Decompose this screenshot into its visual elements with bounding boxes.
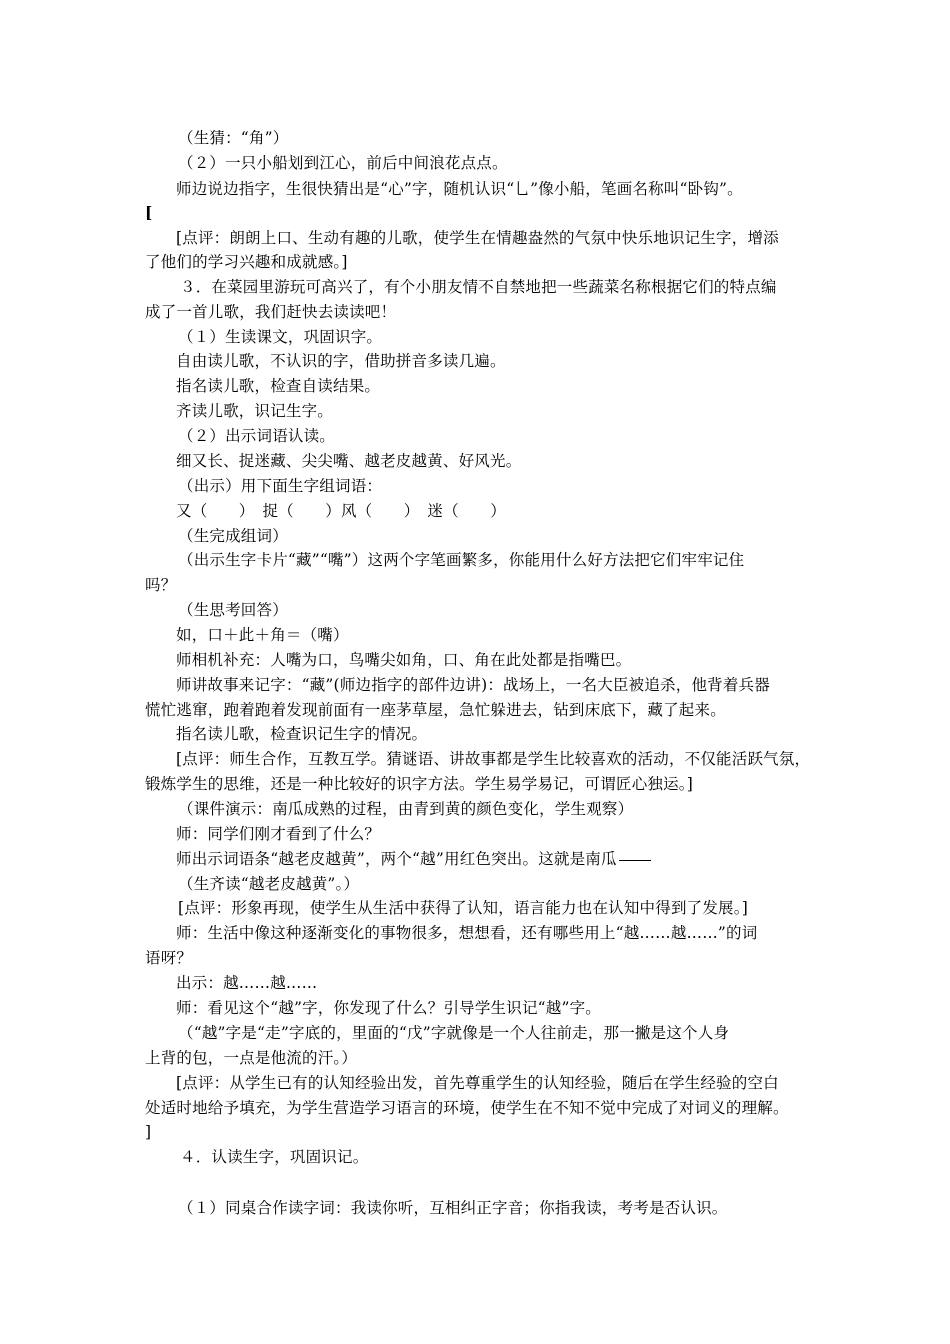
text-line: （课件演示：南瓜成熟的过程，由青到黄的颜色变化，学生观察）	[178, 800, 634, 818]
text-line: 师边说边指字，生很快猜出是“心”字，随机认识“乚”像小船，笔画名称叫“卧钩”。	[176, 180, 743, 198]
text-line: 自由读儿歌，不认识的字，借助拼音多读几遍。	[176, 352, 506, 370]
text-line: 了他们的学习兴趣和成就感。]	[145, 253, 348, 271]
text-line: （出示）用下面生字组词语：	[178, 477, 383, 495]
text-line: 指名读儿歌，检查自读结果。	[176, 377, 381, 395]
text-line: 齐读儿歌，识记生字。	[176, 402, 334, 420]
text-line: （生猜：“角”）	[178, 129, 289, 147]
text-line: ４．认读生字，巩固识记。	[180, 1148, 369, 1166]
text-line: ]	[145, 1123, 152, 1141]
text-line: 师讲故事来记字：“藏”(师边指字的部件边讲)：战场上，一名大臣被追杀，他背着兵器	[176, 676, 770, 694]
text-line: 师：看见这个“越”字，你发现了什么？引导学生识记“越”字。	[176, 999, 601, 1017]
text-line: 师：生活中像这种逐渐变化的事物很多，想想看，还有哪些用上“越……越……”的词	[176, 924, 758, 942]
text-line: 上背的包，一点是他流的汗。）	[145, 1049, 358, 1067]
em-dash-line	[619, 860, 651, 861]
text-line: （生思考回答）	[178, 601, 288, 619]
text-line: 处适时地给予填充，为学生营造学习语言的环境，使学生在不知不觉中完成了对词义的理解。	[145, 1099, 789, 1117]
text-line: 成了一首儿歌，我们赶快去读读吧！	[145, 303, 397, 321]
text-line: 出示：越……越……	[176, 974, 318, 992]
text-line: （２）出示词语认读。	[178, 427, 336, 445]
text-line: [点评：朗朗上口、生动有趣的儿歌，使学生在情趣盎然的气氛中快乐地识记生字，增添	[176, 229, 779, 247]
text-line: 师相机补充：人嘴为口，鸟嘴尖如角，口、角在此处都是指嘴巴。	[176, 651, 632, 669]
text-line: 吗？	[145, 576, 177, 594]
text-line: ３．在菜园里游玩可高兴了，有个小朋友情不自禁地把一些蔬菜名称根据它们的特点编	[180, 278, 777, 296]
text-line: （生完成组词）	[178, 527, 288, 545]
text-line: 师：同学们刚才看到了什么？	[176, 825, 381, 843]
text-line: （１）同桌合作读字词：我读你听，互相纠正字音；你指我读，考考是否认识。	[178, 1199, 728, 1217]
text-line: （出示生字卡片“藏”“嘴”）这两个字笔画繁多，你能用什么好方法把它们牢牢记住	[178, 551, 745, 569]
text-line: 细又长、捉迷藏、尖尖嘴、越老皮越黄、好风光。	[176, 452, 522, 470]
text-line: [点评：形象再现，使学生从生活中获得了认知，语言能力也在认知中得到了发展。]	[178, 899, 748, 917]
text-line: （１）生读课文，巩固识字。	[178, 328, 383, 346]
text-line: 语呀？	[145, 949, 193, 967]
text-line: [点评：从学生已有的认知经验出发，首先尊重学生的认知经验，随后在学生经验的空白	[176, 1074, 779, 1092]
text-line-content: 师出示词语条“越老皮越黄”，两个“越”用红色突出。这就是南瓜	[176, 850, 617, 868]
text-line: [	[145, 203, 153, 222]
text-line: 又（ ） 捉（ ）风（ ） 迷（ ）	[176, 502, 506, 520]
text-line: （２）一只小船划到江心，前后中间浪花点点。	[178, 154, 508, 172]
text-line: 如，口＋此＋角＝（嘴）	[176, 626, 349, 644]
text-line: 指名读儿歌，检查识记生字的情况。	[176, 725, 428, 743]
text-line: （生齐读“越老皮越黄”。）	[178, 875, 360, 893]
text-line	[176, 847, 856, 872]
text-line: 锻炼学生的思维，还是一种比较好的识字方法。学生易学易记，可谓匠心独运。]	[145, 775, 693, 793]
text-line: [点评：师生合作，互教互学。猜谜语、讲故事都是学生比较喜欢的活动，不仅能活跃气氛，	[176, 750, 811, 768]
text-line: （“越”字是“走”字底的，里面的“戊”字就像是一个人往前走，那一撇是这个人身	[178, 1024, 730, 1042]
text-line: 慌忙逃窜，跑着跑着发现前面有一座茅草屋，急忙躲进去，钻到床底下，藏了起来。	[145, 701, 726, 719]
